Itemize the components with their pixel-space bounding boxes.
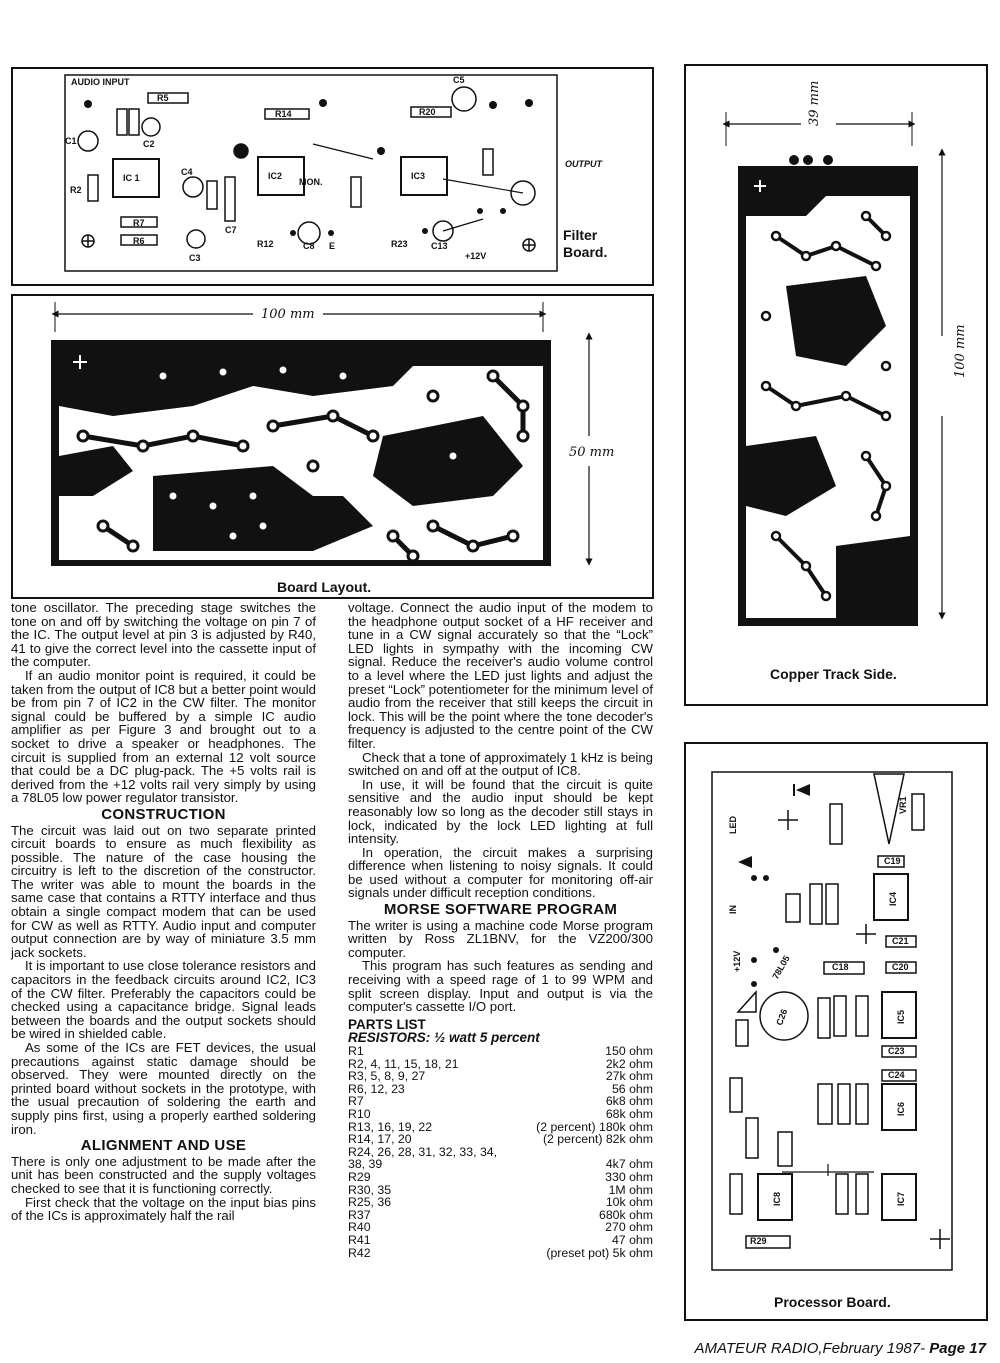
led-label: LED: [728, 816, 738, 834]
part-ref: R2, 4, 11, 15, 18, 21: [348, 1056, 459, 1071]
c18-label: C18: [832, 962, 849, 972]
left-column: [11, 601, 316, 1223]
part-ref: R30, 35: [348, 1182, 392, 1197]
ic3-label: IC3: [411, 171, 426, 181]
part-ref: R41: [348, 1232, 371, 1247]
audio-input-label: AUDIO INPUT: [71, 77, 130, 87]
right-column: [348, 601, 653, 1259]
part-value: 47 ohm: [611, 1232, 653, 1247]
part-value: (preset pot) 5k ohm: [546, 1245, 653, 1260]
ic2-label: IC2: [268, 171, 283, 181]
parts-row: [348, 1221, 653, 1234]
c7-label: C7: [225, 225, 237, 235]
part-value: 10k ohm: [605, 1195, 653, 1210]
left-para-6: There is only one adjustment to be made after the unit has been constructed and the supply voltages checked to see that it is functioning correctly.: [11, 1153, 316, 1196]
c26-label: C26: [774, 1007, 790, 1027]
right-para-1: voltage. Connect the audio input of the modem to the headphone output socket of a HF receiver and tune in a CW signal accurately so that the “Lock” LED lights in sympathy with the incoming CW signal. Reduce the receiver's audio volume control to a level where the LED just lights and adjust the preset “Lock” potentiometer for the minimum level of audio from the receiver that still keeps the circuit in lock. This will be the point where the tone decoder's frequency is adjusted to the centre point of the CW filter.: [348, 600, 653, 751]
c8-label: C8: [303, 241, 315, 251]
left-para-2: If an audio monitor point is required, it could be taken from the output of IC8 but a better point would be from pin 7 of IC2 in the CW filter. The monitor signal could be buffered by a simple IC audio amplifier as per Figure 3 and brought out to a socket to drive a speaker or headphones. The circuit is supplied from an external 12 volt source that could be a DC plug-pack. The +5 volts rail is derived from the +12 volts rail very simply by using a 78L05 low power regulator transistor.: [11, 667, 316, 806]
footer-page: Page 17: [929, 1340, 986, 1357]
part-value: 4k7 ohm: [605, 1157, 653, 1172]
output-label: OUTPUT: [565, 159, 602, 169]
r7-label: R7: [133, 218, 145, 228]
parts-list-title: PARTS LIST: [348, 1016, 426, 1032]
footer-date: ,February 1987-: [818, 1340, 926, 1357]
board-layout-caption: Board Layout.: [277, 579, 372, 595]
c3-label: C3: [189, 253, 201, 263]
part-ref: R1: [348, 1044, 364, 1058]
part-ref: R37: [348, 1207, 371, 1222]
part-value: 56 ohm: [611, 1081, 653, 1096]
c4-label: C4: [181, 167, 193, 177]
board-layout-figure: [11, 294, 654, 599]
copper-height-dim: 100 mm: [953, 324, 968, 378]
parts-row: [348, 1070, 653, 1083]
ic1-label: IC 1: [123, 173, 140, 183]
filter-board-figure: [11, 67, 654, 286]
filter-board-caption: Filter Board.: [563, 227, 608, 260]
parts-list: [348, 1045, 653, 1259]
part-ref: R14, 17, 20: [348, 1132, 412, 1147]
r23-label: R23: [391, 239, 408, 249]
r2-label: R2: [70, 185, 82, 195]
c13-label: C13: [431, 241, 448, 251]
ic5-label: IC5: [896, 1009, 906, 1024]
vr1-label: VR1: [898, 796, 908, 814]
r6-label: R6: [133, 236, 145, 246]
part-ref: R13, 16, 19, 22: [348, 1119, 433, 1134]
right-para-5: The writer is using a machine code Morse program written by Ross ZL1BNV, for the VZ200/300 computer.: [348, 917, 653, 960]
r5-label: R5: [157, 93, 169, 103]
part-ref: 38, 39: [348, 1157, 383, 1172]
parts-row: [348, 1108, 653, 1121]
parts-list-subtitle: RESISTORS: ½ watt 5 percent: [348, 1030, 540, 1046]
c1-label: C1: [65, 136, 77, 146]
copper-track-drawing: [686, 66, 986, 666]
c23-label: C23: [888, 1046, 905, 1056]
processor-board-caption: Processor Board.: [774, 1294, 891, 1310]
alignment-heading: ALIGNMENT AND USE: [80, 1137, 247, 1155]
ic8-label: IC8: [772, 1191, 782, 1206]
board-width-dim: 100 mm: [261, 307, 315, 322]
construction-heading: CONSTRUCTION: [101, 805, 226, 823]
part-value: 6k8 ohm: [605, 1094, 653, 1109]
part-value: 1M ohm: [608, 1182, 653, 1197]
c24-label: C24: [888, 1070, 905, 1080]
processor-board-drawing: [686, 744, 986, 1274]
part-ref: R42: [348, 1245, 371, 1260]
part-value: 27k ohm: [605, 1069, 653, 1084]
board-layout-drawing: [13, 296, 652, 597]
software-heading: MORSE SOFTWARE PROGRAM: [383, 901, 618, 919]
part-ref: R3, 5, 8, 9, 27: [348, 1069, 426, 1084]
part-value: 680k ohm: [598, 1207, 653, 1222]
r29-label: R29: [750, 1236, 767, 1246]
e-label: E: [329, 241, 336, 251]
parts-row: [348, 1196, 653, 1209]
c2-label: C2: [143, 139, 155, 149]
part-value: 330 ohm: [605, 1169, 653, 1184]
part-value: 2k2 ohm: [605, 1056, 653, 1071]
r20-label: R20: [419, 107, 436, 117]
ic7-label: IC7: [896, 1191, 906, 1206]
part-value: 68k ohm: [605, 1106, 653, 1121]
parts-row: [348, 1045, 653, 1058]
part-ref: R29: [348, 1169, 371, 1184]
parts-row: [348, 1171, 653, 1184]
part-ref: R10: [348, 1106, 371, 1121]
right-para-2: Check that a tone of approximately 1 kHz is being switched on and off at the output of IC8.: [348, 749, 653, 779]
page-footer: [694, 1340, 986, 1357]
left-para-5: As some of the ICs are FET devices, the usual precautions against static damage should be observed. They were mounted directly on the printed board without sockets in the prototype, with the usual precaution of soldering the earth and supply pins first, using a properly earthed soldering iron.: [11, 1040, 316, 1137]
c20-label: C20: [892, 962, 909, 972]
plus12v-label: +12V: [732, 950, 742, 972]
left-para-4: It is important to use close tolerance resistors and capacitors in the feedback circuits around IC2, IC3 of the CW filter. Preferably the capacitors could be checked using a capacitance bridge. Signal leads between the boards and the output sockets should be wired in shielded cable.: [11, 958, 316, 1042]
left-para-7: First check that the voltage on the input bias pins of the ICs is approximately half the rail: [11, 1194, 316, 1224]
right-para-6: This program has such features as sending and receiving with a speed rage of 1 to 99 WPM and split screen display. Input and output is via the computer's cassette I/O port.: [348, 958, 653, 1015]
c21-label: C21: [892, 936, 909, 946]
right-para-3: In use, it will be found that the circuit is quite sensitive and the audio input should be kept reasonably low so long as the decoder still stays in lock, indicated by the lock LED lighting at full intensity.: [348, 776, 653, 847]
part-value: (2 percent) 180k ohm: [536, 1119, 653, 1134]
part-value: (2 percent) 82k ohm: [542, 1132, 653, 1147]
part-ref: R40: [348, 1220, 371, 1235]
left-para-3: The circuit was laid out on two separate printed circuit boards to ensure as much flexibility as possible. The nature of the case housing the circuitry is left to the discretion of the constructor. The writer was able to mount the boards in the same case that contains a RTTY interface and thus obtain a single compact modem that can be used for CW as well as RTTY. Audio input and computer output connection are by way of miniature 3.5 mm jack sockets.: [11, 822, 316, 960]
parts-row: [348, 1247, 653, 1260]
copper-track-caption: Copper Track Side.: [770, 666, 897, 682]
part-value: 270 ohm: [605, 1220, 653, 1235]
footer-magazine: AMATEUR RADIO: [694, 1340, 819, 1357]
r14-label: R14: [275, 109, 292, 119]
parts-row: [348, 1133, 653, 1146]
filter-board-drawing: [13, 69, 652, 284]
mon-label: MON.: [299, 177, 323, 187]
part-ref: R6, 12, 23: [348, 1081, 405, 1096]
ic4-label: IC4: [888, 891, 898, 906]
c19-label: C19: [884, 856, 901, 866]
part-value: 150 ohm: [605, 1044, 653, 1058]
processor-board-figure: [684, 742, 988, 1321]
part-ref: R25, 36: [348, 1195, 392, 1210]
78l05-label: 78L05: [770, 953, 792, 981]
c5-label: C5: [453, 75, 465, 85]
part-ref: R24, 26, 28, 31, 32, 33, 34,: [348, 1144, 498, 1159]
board-height-dim: 50 mm: [569, 445, 615, 460]
r12-label: R12: [257, 239, 274, 249]
parts-row: [348, 1234, 653, 1247]
plus12v-label: +12V: [465, 251, 487, 261]
part-ref: R7: [348, 1094, 364, 1109]
ic6-label: IC6: [896, 1101, 906, 1116]
copper-width-dim: 39 mm: [807, 80, 822, 126]
in-label: IN: [728, 905, 738, 914]
left-para-1: tone oscillator. The preceding stage switches the tone on and off by switching the voltage on pin 7 of the IC. The output level at pin 3 is adjusted by R40, 41 to give the correct level into the cassette input of the computer.: [11, 600, 316, 670]
right-para-4: In operation, the circuit makes a surprising difference when listening to noisy signals. It could be used without a computer for monitoring off-air signals under difficult reception conditions.: [348, 844, 653, 901]
copper-track-figure: [684, 64, 988, 706]
